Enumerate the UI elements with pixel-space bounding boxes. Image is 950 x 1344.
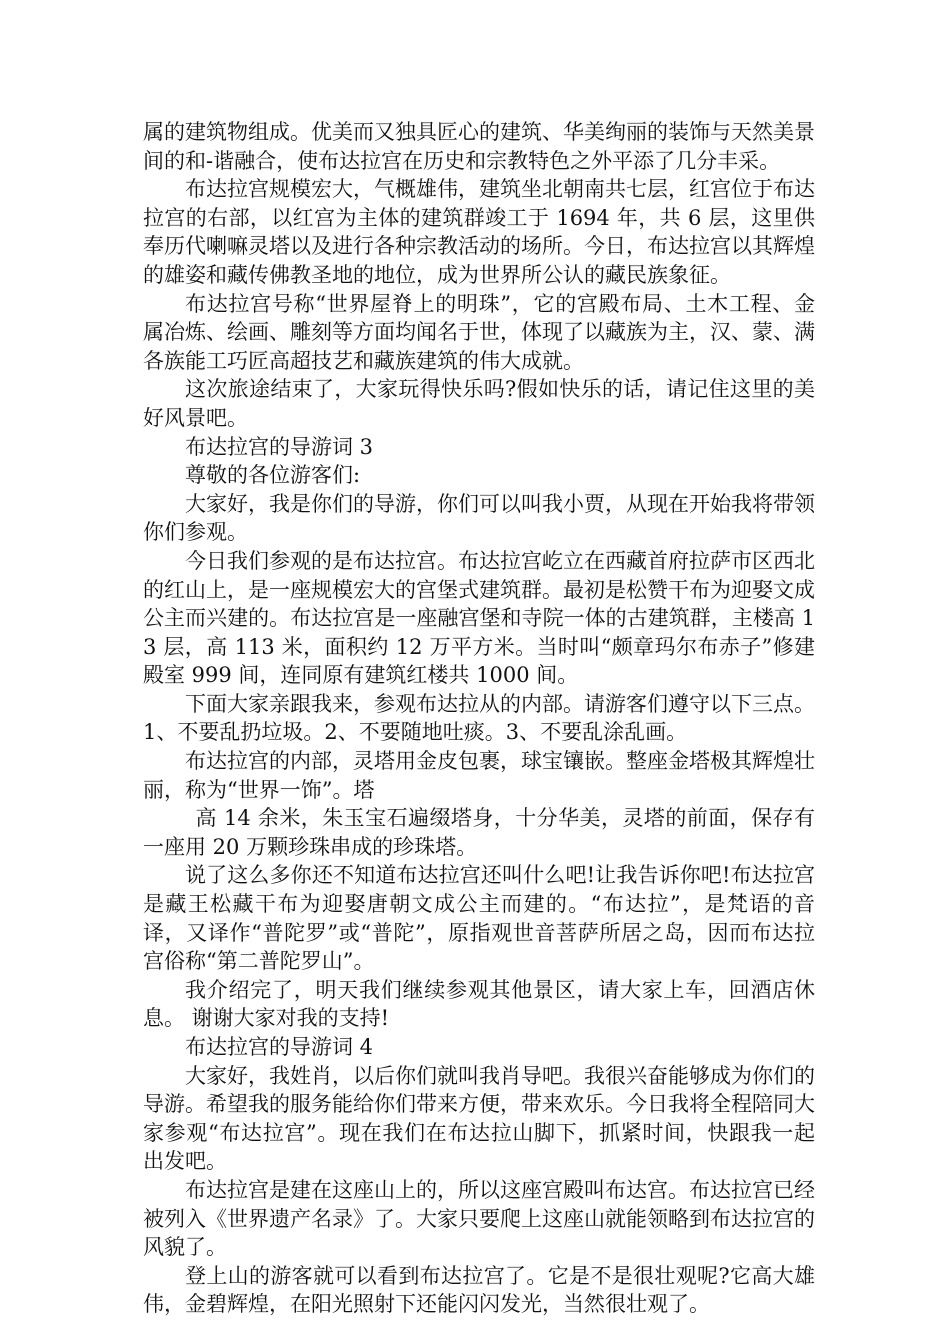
paragraph: 布达拉宫的内部，灵塔用金皮包裹，球宝镶嵌。整座金塔极其辉煌壮丽，称为“世界一饰”。塔 [143, 749, 815, 802]
paragraph: 高 14 余米，朱玉宝石遍缀塔身，十分华美，灵塔的前面，保存有一座用 20 万颗珍珠串成的珍珠塔。 [143, 806, 815, 859]
paragraph: 大家好，我是你们的导游，你们可以叫我小贾，从现在开始我将带领你们参观。 [143, 491, 815, 545]
paragraph: 属的建筑物组成。优美而又独具匠心的建筑、华美绚丽的装饰与天然美景间的和-谐融合，使布达拉宫在历史和宗教特色之外平添了几分丰采。 [143, 120, 815, 173]
paragraph: 说了这么多你还不知道布达拉宫还叫什么吧!让我告诉你吧!布达拉宫是藏王松藏干布为迎娶唐朝文成公主而建的。“布达拉”，是梵语的音译，又译作“普陀罗”或“普陀”，原指观世音菩萨所居之岛，因而布达拉宫俗称“第二普陀罗山”。 [143, 863, 815, 974]
greeting: 尊敬的各位游客们: [185, 463, 361, 488]
paragraph: 下面大家亲跟我来，参观布达拉从的内部。请游客们遵守以下三点。1、不要乱扔垃圾。2、不要随地吐痰。3、不要乱涂乱画。 [143, 691, 815, 745]
paragraph: 布达拉宫号称“世界屋脊上的明珠”，它的宫殿布局、土木工程、金属冶炼、绘画、雕刻等方面均闻名于世，体现了以藏族为主，汉、蒙、满各族能工巧匠高超技艺和藏族建筑的伟大成就。 [143, 291, 815, 373]
document-body [143, 118, 815, 1319]
paragraph: 登上山的游客就可以看到布达拉宫了。它是不是很壮观呢?它高大雄伟，金碧辉煌，在阳光照射下还能闪闪发光，当然很壮观了。 [143, 1263, 815, 1317]
paragraph: 布达拉宫规模宏大，气概雄伟，建筑坐北朝南共七层，红宫位于布达拉宫的右部，以红宫为主体的建筑群竣工于 1694 年，共 6 层，这里供奉历代喇嘛灵塔以及进行各种宗教活动的场所。今日，布达拉宫以其辉煌的雄姿和藏传佛教圣地的地位，成为世界所公认的藏民族象征。 [143, 177, 815, 287]
paragraph: 这次旅途结束了，大家玩得快乐吗?假如快乐的话，请记住这里的美好风景吧。 [143, 377, 815, 430]
section-heading: 布达拉宫的导游词 4 [185, 1035, 374, 1059]
section-heading: 布达拉宫的导游词 3 [185, 434, 374, 459]
paragraph: 我介绍完了，明天我们继续参观其他景区，请大家上车，回酒店休息。 谢谢大家对我的支持! [143, 977, 815, 1031]
paragraph: 今日我们参观的是布达拉宫。布达拉宫屹立在西藏首府拉萨市区西北的红山上，是一座规模宏大的宫堡式建筑群。最初是松赞干布为迎娶文成公主而兴建的。布达拉宫是一座融宫堡和寺院一体的古建筑群，主楼高 13 层，高 113 米，面积约 12 万平方米。当时叫“颇章玛尔布赤子”修建殿室 999 间，连同原有建筑红楼共 1000 间。 [143, 548, 815, 688]
paragraph: 布达拉宫是建在这座山上的，所以这座宫殿叫布达宫。布达拉宫已经被列入《世界遗产名录》了。大家只要爬上这座山就能领略到布达拉宫的风貌了。 [143, 1177, 815, 1260]
paragraph: 大家好，我姓肖，以后你们就叫我肖导吧。我很兴奋能够成为你们的导游。希望我的服务能给你们带来方便，带来欢乐。今日我将全程陪同大家参观“布达拉宫”。现在我们在布达拉山脚下，抓紧时间，快跟我一起出发吧。 [143, 1063, 815, 1174]
